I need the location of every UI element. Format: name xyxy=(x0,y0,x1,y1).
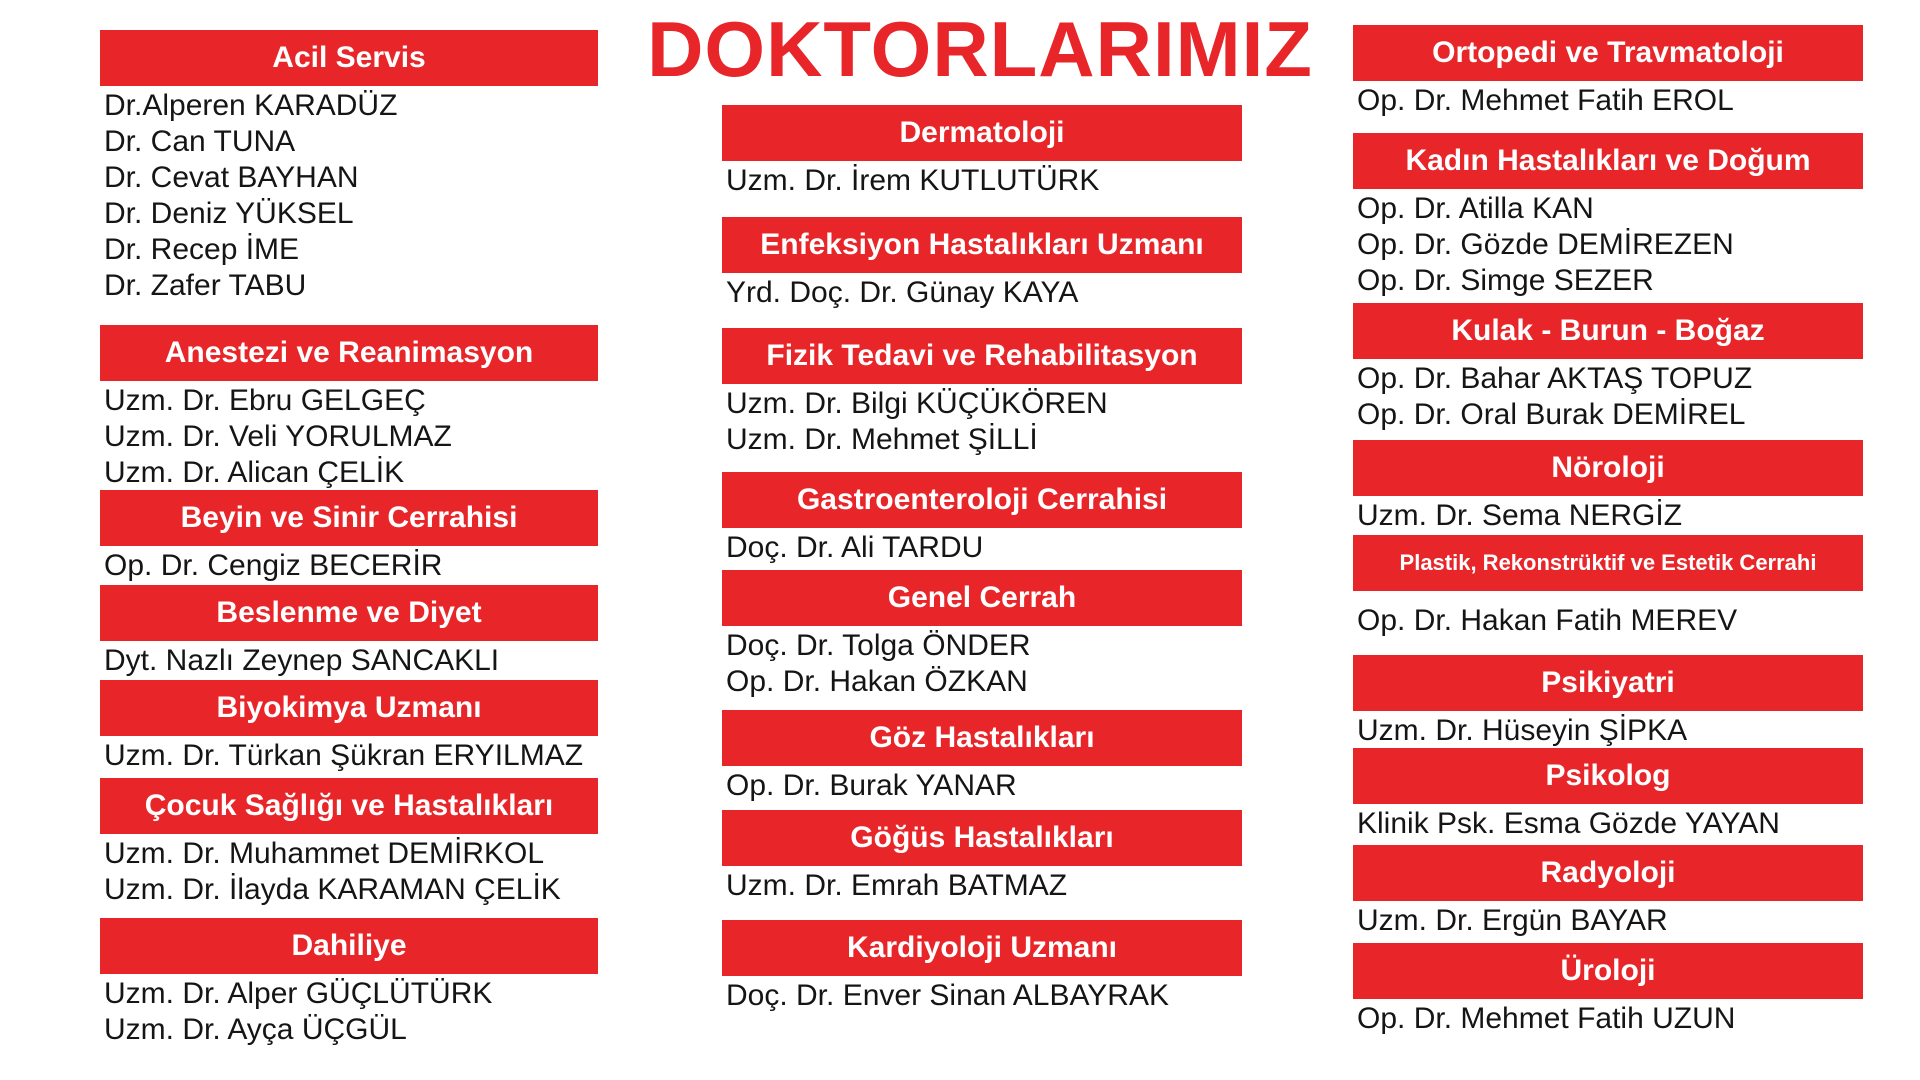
department-enfeksiyon xyxy=(722,217,1242,311)
department-header: Genel Cerrah xyxy=(722,570,1242,626)
department-header: Biyokimya Uzmanı xyxy=(100,680,598,736)
department-beyin-cerrahisi xyxy=(100,490,598,584)
department-header: Beyin ve Sinir Cerrahisi xyxy=(100,490,598,546)
doctor-name: Dr.Alperen KARADÜZ xyxy=(104,89,398,122)
department-acil-servis xyxy=(100,30,598,304)
doctor-name: Uzm. Dr. Mehmet ŞİLLİ xyxy=(726,423,1038,456)
doctor-name: Uzm. Dr. İrem KUTLUTÜRK xyxy=(726,164,1100,197)
department-header: Kadın Hastalıkları ve Doğum xyxy=(1353,133,1863,189)
page-title: DOKTORLARIMIZ xyxy=(647,5,1313,93)
doctor-name: Op. Dr. Mehmet Fatih UZUN xyxy=(1357,1002,1736,1035)
doctor-name: Uzm. Dr. Alican ÇELİK xyxy=(104,456,405,489)
doctor-name: Op. Dr. Gözde DEMİREZEN xyxy=(1357,228,1734,261)
department-anestezi xyxy=(100,325,598,491)
department-header: Dahiliye xyxy=(100,918,598,974)
doctor-name: Op. Dr. Bahar AKTAŞ TOPUZ xyxy=(1357,362,1753,395)
department-header: Göz Hastalıkları xyxy=(722,710,1242,766)
department-header: Çocuk Sağlığı ve Hastalıkları xyxy=(100,778,598,834)
doctor-name: Dr. Recep İME xyxy=(104,233,300,266)
doctor-name: Yrd. Doç. Dr. Günay KAYA xyxy=(726,276,1079,309)
doctor-name: Uzm. Dr. Alper GÜÇLÜTÜRK xyxy=(104,977,493,1010)
doctor-name: Doç. Dr. Enver Sinan ALBAYRAK xyxy=(726,979,1169,1012)
doctor-name: Op. Dr. Burak YANAR xyxy=(726,769,1017,802)
department-header: Gastroenteroloji Cerrahisi xyxy=(722,472,1242,528)
doctor-name: Uzm. Dr. İlayda KARAMAN ÇELİK xyxy=(104,873,561,906)
department-uroloji xyxy=(1353,943,1863,1037)
doctor-name: Uzm. Dr. Sema NERGİZ xyxy=(1357,499,1683,532)
department-header: Psikolog xyxy=(1353,748,1863,804)
department-kbb xyxy=(1353,303,1863,433)
department-header: Plastik, Rekonstrüktif ve Estetik Cerrahi xyxy=(1353,535,1863,591)
doctor-name: Uzm. Dr. Ayça ÜÇGÜL xyxy=(104,1013,407,1046)
department-header: Göğüs Hastalıkları xyxy=(722,810,1242,866)
department-kardiyoloji xyxy=(722,920,1242,1014)
doctor-name: Op. Dr. Cengiz BECERİR xyxy=(104,549,443,582)
department-plastik-cerrahi xyxy=(1353,535,1863,639)
department-ortopedi xyxy=(1353,25,1863,119)
doctor-name: Doç. Dr. Ali TARDU xyxy=(726,531,984,564)
department-header: Fizik Tedavi ve Rehabilitasyon xyxy=(722,328,1242,384)
doctor-name: Op. Dr. Simge SEZER xyxy=(1357,264,1654,297)
department-psikiyatri xyxy=(1353,655,1863,749)
doctor-name: Op. Dr. Hakan Fatih MEREV xyxy=(1357,604,1738,637)
department-psikolog xyxy=(1353,748,1863,842)
department-header: Psikiyatri xyxy=(1353,655,1863,711)
doctor-name: Dr. Can TUNA xyxy=(104,125,296,158)
department-biyokimya xyxy=(100,680,598,774)
doctor-name: Op. Dr. Oral Burak DEMİREL xyxy=(1357,398,1746,431)
doctor-name: Op. Dr. Mehmet Fatih EROL xyxy=(1357,84,1734,117)
department-header: Beslenme ve Diyet xyxy=(100,585,598,641)
department-gastroenteroloji xyxy=(722,472,1242,566)
department-header: Radyoloji xyxy=(1353,845,1863,901)
department-header: Kardiyoloji Uzmanı xyxy=(722,920,1242,976)
department-header: Üroloji xyxy=(1353,943,1863,999)
department-noroloji xyxy=(1353,440,1863,534)
doctor-name: Klinik Psk. Esma Gözde YAYAN xyxy=(1357,807,1780,840)
department-header: Kulak - Burun - Boğaz xyxy=(1353,303,1863,359)
doctor-name: Uzm. Dr. Ergün BAYAR xyxy=(1357,904,1668,937)
doctor-name: Dyt. Nazlı Zeynep SANCAKLI xyxy=(104,644,500,677)
doctor-name: Doç. Dr. Tolga ÖNDER xyxy=(726,629,1031,662)
doctor-name: Dr. Zafer TABU xyxy=(104,269,307,302)
doctor-name: Uzm. Dr. Bilgi KÜÇÜKÖREN xyxy=(726,387,1108,420)
doctor-name: Dr. Deniz YÜKSEL xyxy=(104,197,354,230)
department-header: Nöroloji xyxy=(1353,440,1863,496)
doctor-name: Uzm. Dr. Veli YORULMAZ xyxy=(104,420,452,453)
doctor-name: Uzm. Dr. Ebru GELGEÇ xyxy=(104,384,426,417)
department-gogus xyxy=(722,810,1242,904)
department-genel-cerrah xyxy=(722,570,1242,700)
department-dermatoloji xyxy=(722,105,1242,199)
doctor-name: Op. Dr. Atilla KAN xyxy=(1357,192,1594,225)
department-header: Ortopedi ve Travmatoloji xyxy=(1353,25,1863,81)
doctor-name: Op. Dr. Hakan ÖZKAN xyxy=(726,665,1028,698)
department-header: Acil Servis xyxy=(100,30,598,86)
department-header: Anestezi ve Reanimasyon xyxy=(100,325,598,381)
department-goz xyxy=(722,710,1242,804)
doctor-name: Uzm. Dr. Hüseyin ŞİPKA xyxy=(1357,714,1688,747)
department-fizik-tedavi xyxy=(722,328,1242,458)
doctor-name: Uzm. Dr. Muhammet DEMİRKOL xyxy=(104,837,545,870)
department-header: Dermatoloji xyxy=(722,105,1242,161)
doctor-name: Uzm. Dr. Türkan Şükran ERYILMAZ xyxy=(104,739,584,772)
department-header: Enfeksiyon Hastalıkları Uzmanı xyxy=(722,217,1242,273)
doctor-name: Dr. Cevat BAYHAN xyxy=(104,161,359,194)
department-beslenme xyxy=(100,585,598,679)
department-cocuk-sagligi xyxy=(100,778,598,908)
doctor-name: Uzm. Dr. Emrah BATMAZ xyxy=(726,869,1068,902)
department-kadin-hastaliklari xyxy=(1353,133,1863,299)
department-radyoloji xyxy=(1353,845,1863,939)
department-dahiliye xyxy=(100,918,598,1048)
